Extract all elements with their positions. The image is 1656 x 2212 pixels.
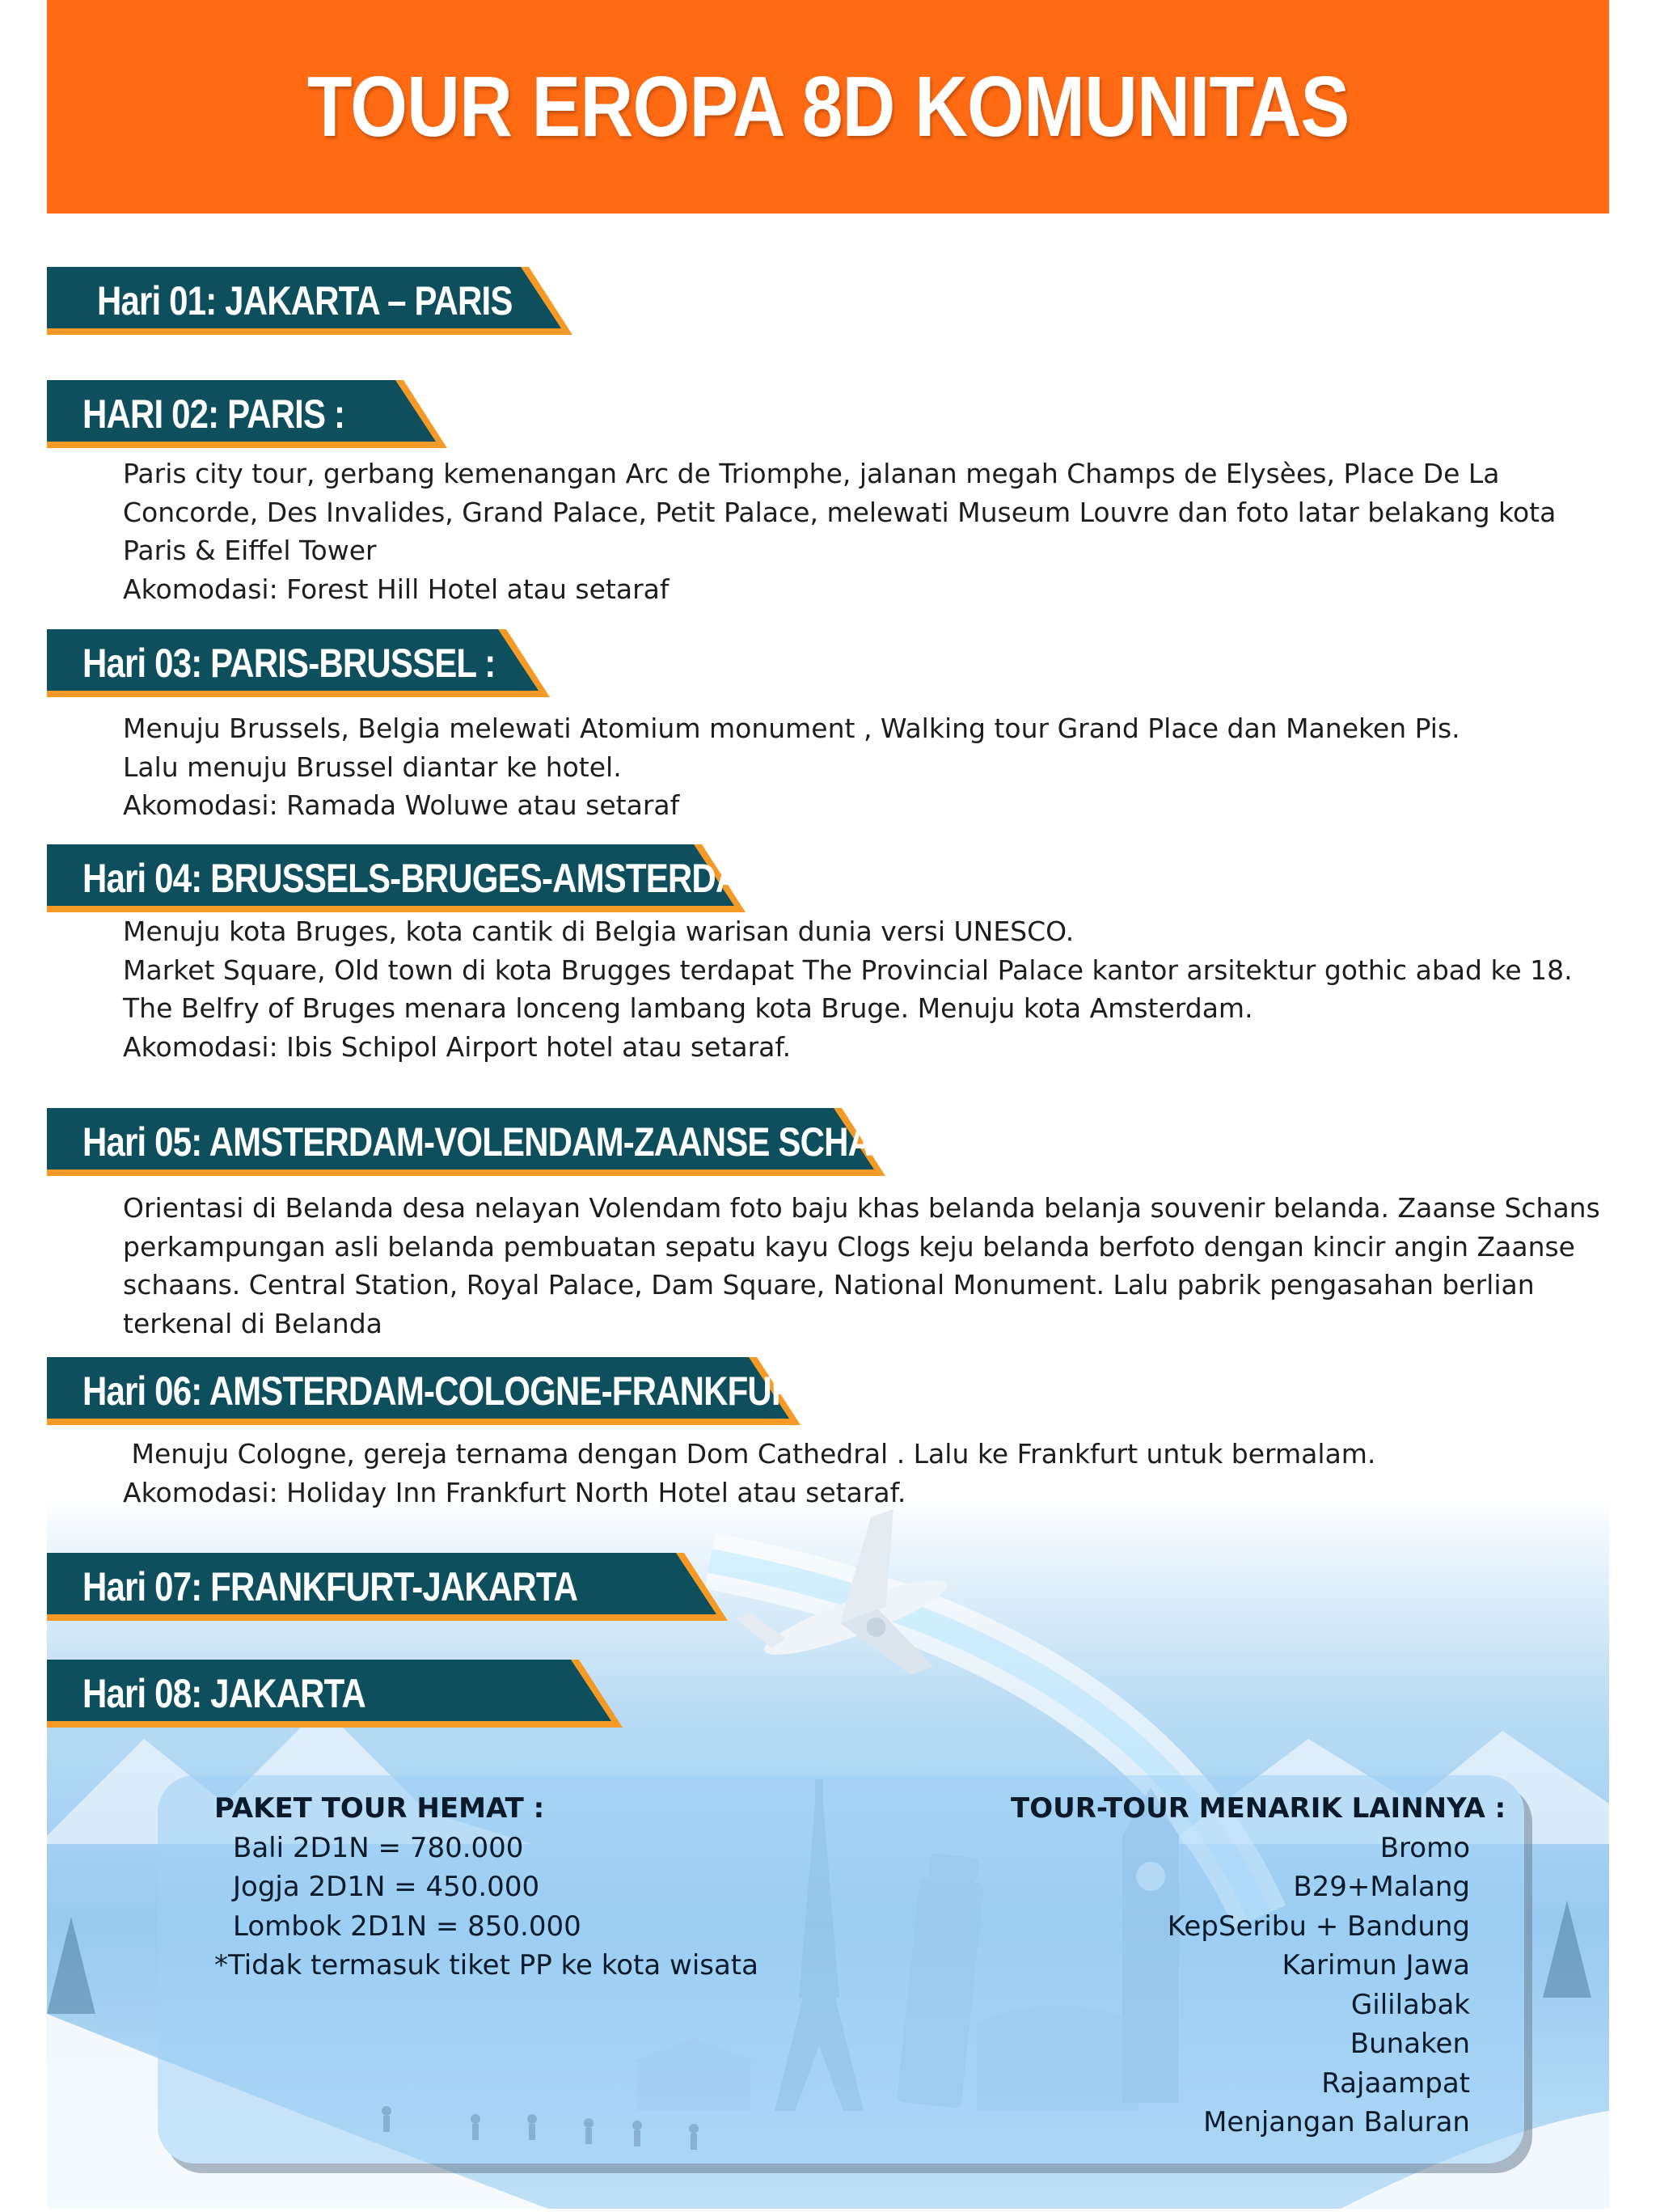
- day-08-ribbon: [47, 1660, 623, 1728]
- day-04-ribbon: [47, 844, 787, 912]
- day-07-heading: Hari 07: FRANKFURT-JAKARTA: [82, 1564, 578, 1609]
- day-02-ribbon: [47, 380, 447, 448]
- day-02-description: [123, 455, 1557, 608]
- package-item: Bali 2D1N = 780.000: [233, 1831, 524, 1864]
- day-06-line: Menuju Cologne, gereja ternama dengan Dom Cathedral . Lalu ke Frankfurt untuk bermalam.: [123, 1438, 1376, 1470]
- day-03-line: Lalu menuju Brussel diantar ke hotel.: [123, 751, 622, 783]
- day-02-accommodation: Akomodasi: Forest Hill Hotel atau setaraf: [123, 573, 670, 605]
- day-02-line: Paris & Eiffel Tower: [123, 535, 377, 566]
- day-05-line: Orientasi di Belanda desa nelayan Volendam foto baju khas belanda belanja souvenir belanda. Zaanse Schans: [123, 1192, 1600, 1224]
- other-tour-item: Bromo: [1379, 1831, 1470, 1864]
- day-05-description: [123, 1189, 1600, 1343]
- day-04-heading: Hari 04: BRUSSELS-BRUGES-AMSTERDAM :: [82, 856, 787, 901]
- day-06-accommodation: Akomodasi: Holiday Inn Frankfurt North Hotel atau setaraf.: [123, 1476, 906, 1508]
- day-01-heading: Hari 01: JAKARTA – PARIS: [97, 278, 513, 324]
- day-02-heading: HARI 02: PARIS :: [82, 391, 345, 437]
- day-03-description: [123, 709, 1530, 825]
- day-04-line: Menuju kota Bruges, kota cantik di Belgia warisan dunia versi UNESCO.: [123, 916, 1075, 947]
- other-tour-item: Rajaampat: [1321, 2066, 1470, 2100]
- day-05-heading: Hari 05: AMSTERDAM-VOLENDAM-ZAANSE SCHAANS:: [82, 1119, 953, 1165]
- day-04-line: The Belfry of Bruges menara lonceng lambang kota Bruge. Menuju kota Amsterdam.: [123, 992, 1253, 1024]
- other-tour-item: B29+Malang: [1293, 1871, 1470, 1903]
- day-05-line: terkenal di Belanda: [123, 1307, 382, 1339]
- other-tour-item: Menjangan Baluran: [1203, 2106, 1470, 2138]
- day-03-heading: Hari 03: PARIS-BRUSSEL :: [82, 641, 496, 686]
- package-list: [214, 1789, 758, 1986]
- package-item: Jogja 2D1N = 450.000: [233, 1871, 540, 1903]
- day-05-ribbon: [47, 1108, 953, 1176]
- day-04-description: [123, 912, 1573, 1066]
- other-tour-item: Karimun Jawa: [1282, 1949, 1470, 1981]
- day-06-ribbon: [47, 1357, 835, 1425]
- tree-icon: [1543, 1901, 1591, 1998]
- day-06-heading: Hari 06: AMSTERDAM-COLOGNE-FRANKFURT :: [82, 1368, 835, 1414]
- package-item: Lombok 2D1N = 850.000: [233, 1910, 581, 1943]
- day-02-line: Concorde, Des Invalides, Grand Palace, Petit Palace, melewati Museum Louvre dan foto latar belakang kota: [123, 496, 1557, 528]
- other-tour-item: Bunaken: [1350, 2028, 1470, 2060]
- package-note: *Tidak termasuk tiket PP ke kota wisata: [214, 1949, 758, 1981]
- day-03-ribbon: [47, 629, 550, 697]
- day-04-line: Market Square, Old town di kota Brugges terdapat The Provincial Palace kantor arsitektur gothic abad ke 18.: [123, 954, 1573, 986]
- other-tour-item: KepSeribu + Bandung: [1167, 1910, 1470, 1943]
- day-01-ribbon: [47, 267, 572, 335]
- other-tours-heading: TOUR-TOUR MENARIK LAINNYA :: [1011, 1792, 1506, 1825]
- day-07-ribbon: [47, 1553, 728, 1621]
- day-08-heading: Hari 08: JAKARTA: [82, 1671, 365, 1716]
- page-title: TOUR EROPA 8D KOMUNITAS: [306, 58, 1350, 154]
- other-tour-item: Gililabak: [1350, 1988, 1470, 2021]
- title-banner: [47, 0, 1609, 214]
- other-tours-list: [1011, 1789, 1506, 2142]
- package-heading: PAKET TOUR HEMAT :: [214, 1792, 545, 1825]
- day-04-accommodation: Akomodasi: Ibis Schipol Airport hotel atau setaraf.: [123, 1030, 792, 1063]
- day-05-line: perkampungan asli belanda pembuatan sepatu kayu Clogs keju belanda berfoto dengan kincir angin Zaanse: [123, 1230, 1575, 1262]
- day-02-line: Paris city tour, gerbang kemenangan Arc de Triomphe, jalanan megah Champs de Elysèes, Place De La: [123, 458, 1500, 489]
- day-05-line: schaans. Central Station, Royal Palace, Dam Square, National Monument. Lalu pabrik pengasahan berlian: [123, 1269, 1535, 1301]
- day-06-description: [123, 1435, 1530, 1512]
- day-03-accommodation: Akomodasi: Ramada Woluwe atau setaraf: [123, 789, 680, 821]
- day-03-line: Menuju Brussels, Belgia melewati Atomium monument , Walking tour Grand Place dan Maneken Pis.: [123, 713, 1460, 744]
